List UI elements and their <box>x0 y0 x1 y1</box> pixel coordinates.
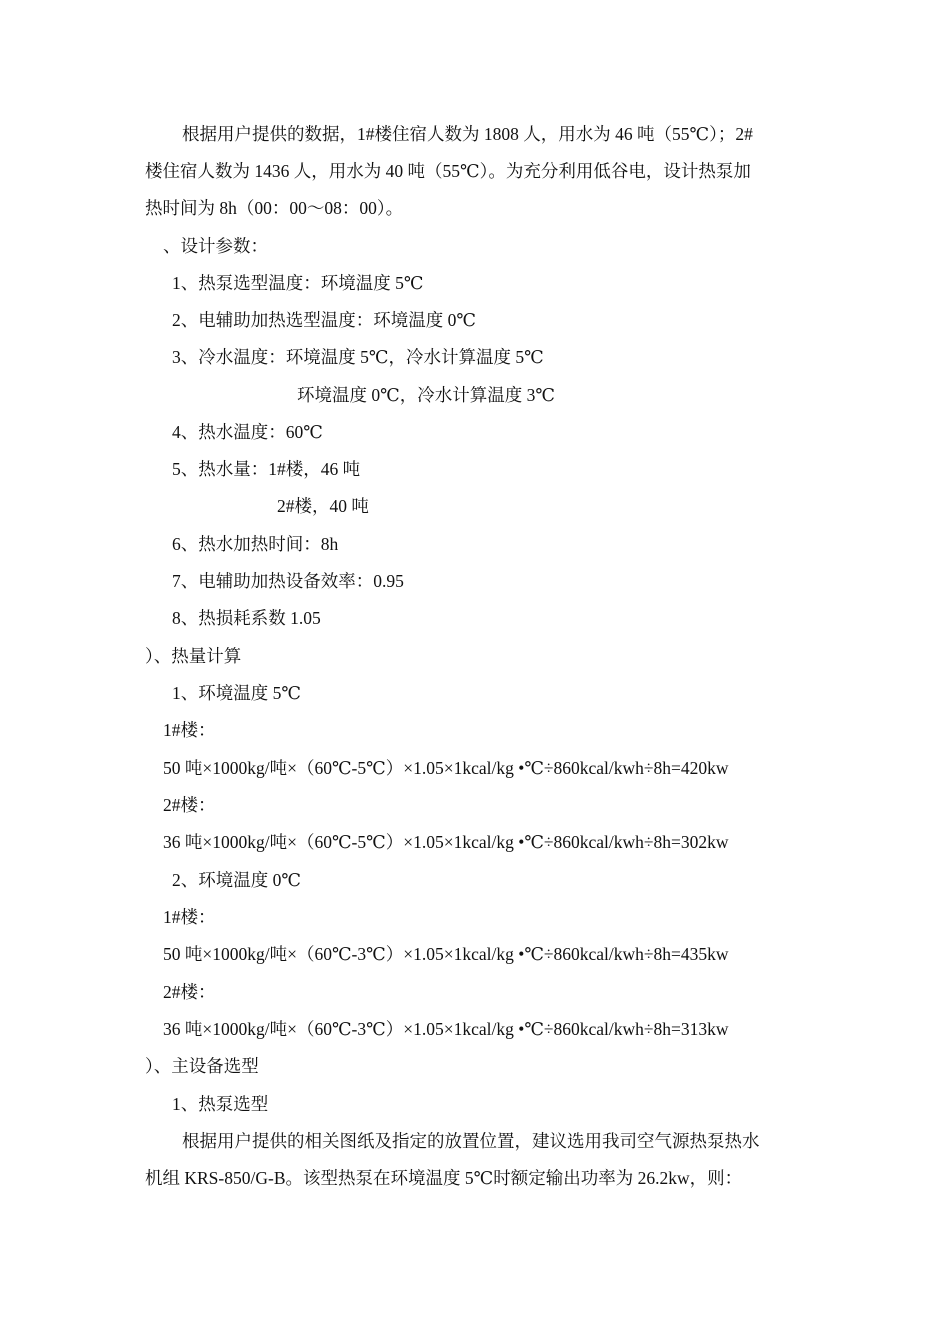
formula-line: 50 吨×1000kg/吨×（60℃-5℃）×1.05×1kcal/kg •℃÷860kcal/kwh÷8h=420kw <box>163 758 729 778</box>
building-label: 1#楼： <box>163 907 216 927</box>
param-item: 3、冷水温度：环境温度 5℃，冷水计算温度 5℃ <box>172 347 544 367</box>
intro-line-1: 根据用户提供的数据，1#楼住宿人数为 1808 人，用水为 46 吨（55℃）；2# <box>182 124 753 144</box>
formula-line: 36 吨×1000kg/吨×（60℃-3℃）×1.05×1kcal/kg •℃÷860kcal/kwh÷8h=313kw <box>163 1019 729 1039</box>
param-item: 1、热泵选型温度：环境温度 5℃ <box>172 273 424 293</box>
building-label: 2#楼： <box>163 982 216 1002</box>
param-item: 6、热水加热时间：8h <box>172 534 339 554</box>
param-item: 5、热水量：1#楼，46 吨 <box>172 459 361 479</box>
param-item: 2、电辅助加热选型温度：环境温度 0℃ <box>172 310 476 330</box>
section-heading-params: 、设计参数： <box>163 236 268 256</box>
equipment-paragraph-line-1: 根据用户提供的相关图纸及指定的放置位置，建议选用我司空气源热泵热水 <box>182 1131 760 1151</box>
section-heading-heat: ）、热量计算 <box>145 646 242 666</box>
formula-line: 50 吨×1000kg/吨×（60℃-3℃）×1.05×1kcal/kg •℃÷860kcal/kwh÷8h=435kw <box>163 944 729 964</box>
formula-line: 36 吨×1000kg/吨×（60℃-5℃）×1.05×1kcal/kg •℃÷860kcal/kwh÷8h=302kw <box>163 832 729 852</box>
param-item-continuation: 2#楼，40 吨 <box>277 496 369 516</box>
param-item: 8、热损耗系数 1.05 <box>172 608 321 628</box>
heat-subheading: 1、环境温度 5℃ <box>172 683 301 703</box>
equipment-paragraph-line-2: 机组 KRS-850/G-B。该型热泵在环境温度 5℃时额定输出功率为 26.2kw，则： <box>145 1168 743 1188</box>
param-item: 4、热水温度：60℃ <box>172 422 323 442</box>
heat-subheading: 2、环境温度 0℃ <box>172 870 301 890</box>
param-item: 7、电辅助加热设备效率：0.95 <box>172 571 404 591</box>
building-label: 2#楼： <box>163 795 216 815</box>
intro-line-2: 楼住宿人数为 1436 人，用水为 40 吨（55℃）。为充分利用低谷电，设计热泵加 <box>145 161 751 181</box>
section-heading-equipment: ）、主设备选型 <box>145 1056 259 1076</box>
intro-line-3: 热时间为 8h（00：00～08：00）。 <box>145 198 404 218</box>
building-label: 1#楼： <box>163 720 216 740</box>
equipment-subheading: 1、热泵选型 <box>172 1094 269 1114</box>
param-item-continuation: 环境温度 0℃，冷水计算温度 3℃ <box>297 385 555 405</box>
